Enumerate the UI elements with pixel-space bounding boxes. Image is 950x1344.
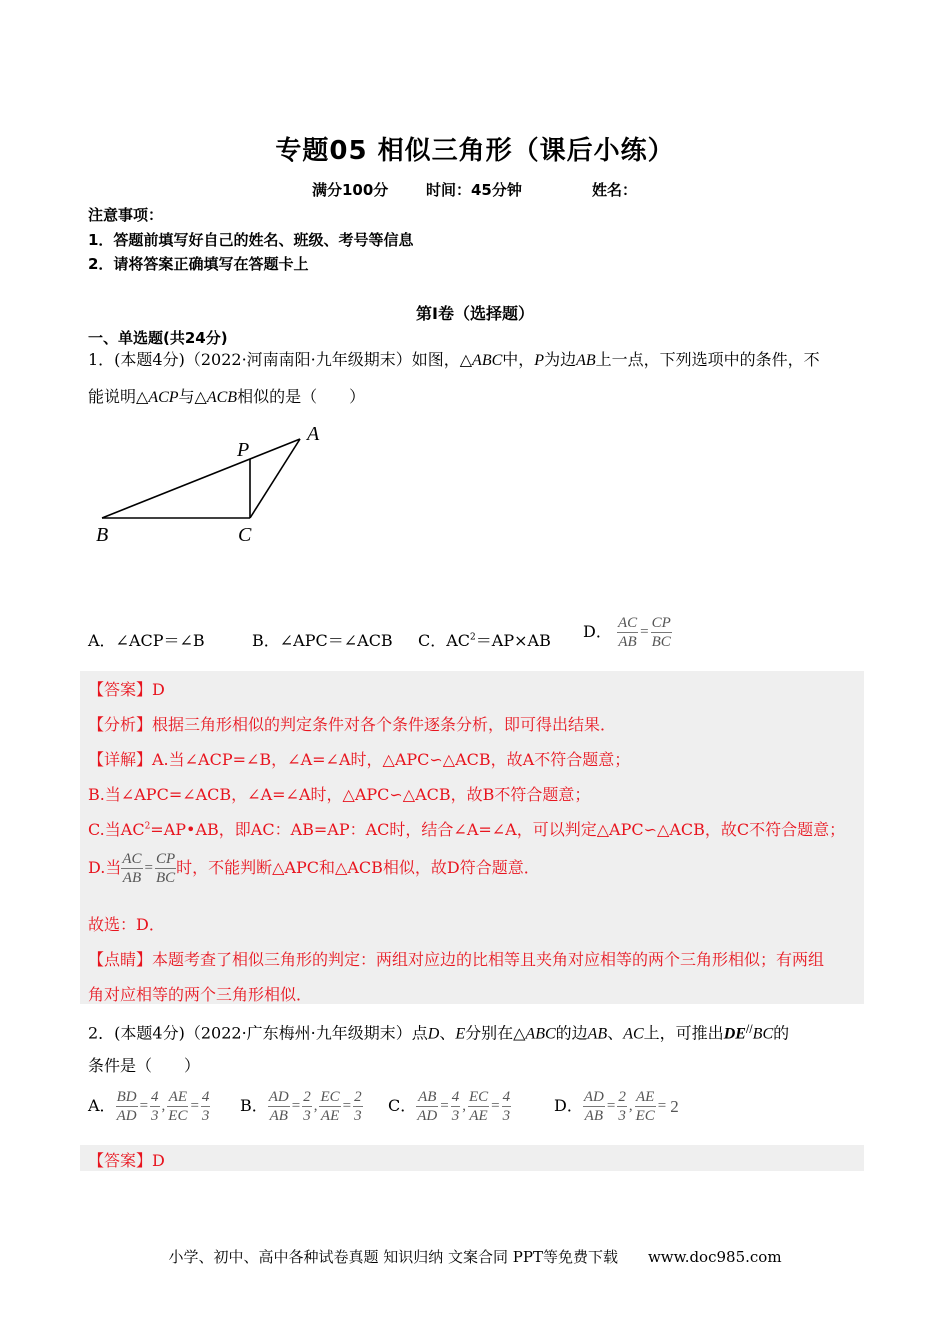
side-ba (102, 439, 300, 518)
q2-option-d[interactable]: D． $\frac{AD}{AB}$ = $\frac{2}{3}$ , $\frac{AE}{EC}$ = 2 (554, 1089, 679, 1124)
question-1-line-2: 能说明△ACP与△ACB相似的是（ ） (88, 387, 366, 406)
option-a[interactable]: A．∠ACP＝∠B (88, 631, 205, 650)
page-footer: 小学、初中、高中各种试卷真题 知识归纳 文案合同 PPT等免费下载 www.doc985.com (168, 1248, 782, 1266)
detail-d: D.当 $\frac{AC}{AB}$ = $\frac{CP}{BC}$ 时，不能判断△APC和△ACB相似，故D符合题意． (88, 851, 540, 886)
notes-heading: 注意事项： (88, 206, 164, 224)
note-item: 1．答题前填写好自己的姓名、班级、考号等信息 (88, 231, 414, 249)
answer-2: 【答案】D (88, 1151, 165, 1170)
vertex-label-p: P (237, 439, 250, 461)
question-1-line-1: 1．(本题4分)（2022·河南南阳·九年级期末）如图，△ABC中，P为边AB上一点，下列选项中的条件，不 (88, 350, 820, 369)
triangle-figure (85, 415, 345, 555)
comment-1-line-2: 角对应相等的两个三角形相似． (88, 985, 313, 1004)
part-title: 一、单选题(共24分) (88, 329, 228, 347)
q2-option-c[interactable]: C． $\frac{AB}{AD}$ = $\frac{4}{3}$ , $\frac{EC}{AE}$ = $\frac{4}{3}$ (388, 1089, 511, 1124)
q2-option-a[interactable]: A． $\frac{BD}{AD}$ = $\frac{4}{3}$ , $\frac{AE}{EC}$ = $\frac{4}{3}$ (88, 1089, 210, 1124)
question-2-line-2: 条件是（ ） (88, 1056, 201, 1075)
detail-b: B.当∠APC=∠ACB，∠A=∠A时，△APC∽△ACB，故B不符合题意； (88, 785, 591, 804)
answer-1: 【答案】D (88, 680, 165, 699)
section-title: 第I卷（选择题） (416, 304, 534, 323)
conclusion-1: 故选：D． (88, 915, 165, 934)
option-b[interactable]: B．∠APC＝∠ACB (252, 631, 393, 650)
detail-a: 【详解】A.当∠ACP=∠B，∠A=∠A时，△APC∽△ACB，故A不符合题意； (88, 750, 631, 769)
score-label: 满分100分 (312, 181, 389, 199)
option-d[interactable]: D． $\frac{AC}{AB}$ = $\frac{CP}{BC}$ (583, 615, 671, 650)
note-item: 2．请将答案正确填写在答题卡上 (88, 255, 309, 273)
analysis-1: 【分析】根据三角形相似的判定条件对各个条件逐条分析，即可得出结果． (88, 715, 617, 734)
q2-option-b[interactable]: B． $\frac{AD}{AB}$ = $\frac{2}{3}$ , $\frac{EC}{AE}$ = $\frac{2}{3}$ (240, 1089, 362, 1124)
vertex-label-c: C (238, 524, 252, 546)
option-c[interactable]: C．$AC^2=AP\times AB$ (418, 631, 551, 650)
vertex-label-b: B (96, 524, 109, 546)
question-2-line-1: 2．(本题4分)（2022·广东梅州·九年级期末）点D、E分别在△ABC的边AB、AC上，可推出DE//BC的 (88, 1023, 790, 1043)
vertex-label-a: A (307, 423, 320, 445)
time-label: 时间：45分钟 (426, 181, 522, 199)
name-label: 姓名： (592, 181, 638, 199)
detail-c: C.当$AC^2=AP•AB$，即AC：AB=AP：AC时，结合∠A=∠A，可以判定△APC∽△ACB，故C不符合题意； (88, 820, 846, 839)
page-title: 专题05 相似三角形（课后小练） (275, 136, 675, 166)
side-ca (250, 439, 300, 518)
comment-1-line-1: 【点睛】本题考查了相似三角形的判定：两组对应边的比相等且夹角对应相等的两个三角形相似；有两组 (88, 950, 825, 969)
